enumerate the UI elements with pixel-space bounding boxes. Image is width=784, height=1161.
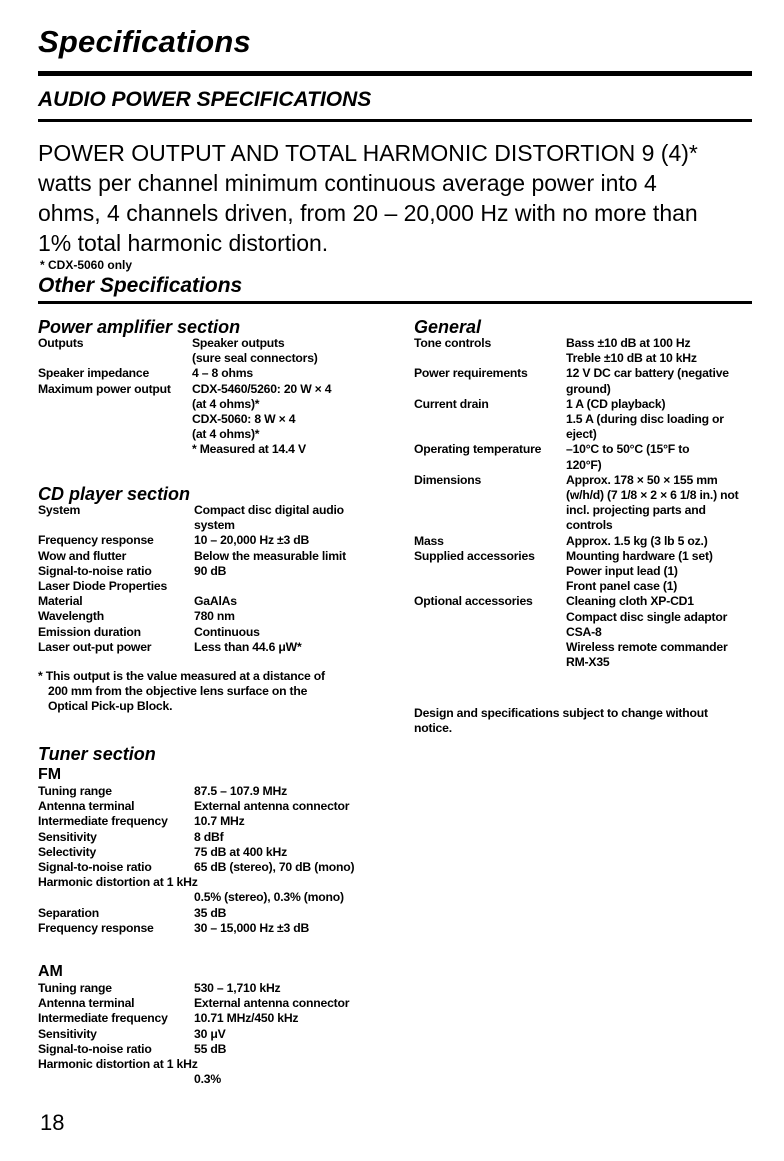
spec-row: [414, 397, 764, 412]
spec-row: [414, 579, 764, 594]
spec-label: Speaker impedance: [38, 366, 150, 381]
spec-row: [38, 1072, 388, 1087]
note-line: * This output is the value measured at a distance of: [38, 669, 325, 683]
spec-value: Treble ±10 dB at 10 kHz: [566, 351, 697, 366]
spec-row: [38, 564, 378, 579]
spec-label: Signal-to-noise ratio: [38, 563, 152, 578]
spec-row: [38, 549, 378, 564]
spec-value: CSA-8: [566, 624, 602, 639]
spec-value: (at 4 ohms)*: [192, 396, 260, 411]
spec-row: [38, 890, 388, 905]
spec-value: 10 – 20,000 Hz ±3 dB: [194, 533, 310, 548]
spec-row: [38, 336, 368, 351]
spec-value: 0.3%: [194, 1072, 221, 1087]
spec-row: [38, 814, 388, 829]
power-amp-heading: Power amplifier section: [38, 317, 241, 337]
notice-line: notice.: [414, 721, 452, 736]
fm-label: FM: [38, 766, 62, 783]
spec-row: [38, 503, 378, 518]
spec-row: [38, 906, 388, 921]
spec-row: [38, 366, 368, 381]
spec-row: [38, 1042, 388, 1057]
spec-value: Approx. 178 × 50 × 155 mm: [566, 472, 718, 487]
spec-row: [414, 625, 764, 640]
spec-value: RM-X35: [566, 655, 610, 670]
spec-row: [414, 382, 764, 397]
spec-value: Bass ±10 dB at 100 Hz: [566, 336, 691, 350]
spec-label: Wavelength: [38, 609, 104, 624]
spec-value: Less than 44.6 μW*: [194, 639, 302, 654]
spec-value: incl. projecting parts and: [566, 503, 706, 518]
spec-label: Laser out-put power: [38, 639, 152, 654]
spec-value: 12 V DC car battery (negative: [566, 366, 729, 381]
spec-label: Frequency response: [38, 533, 154, 548]
spec-row: [38, 397, 368, 412]
spec-row: [38, 351, 368, 366]
spec-label: Tuning range: [38, 981, 112, 995]
spec-row: [414, 351, 764, 366]
audio-power-statement: [38, 138, 758, 258]
spec-row: [414, 336, 764, 351]
spec-value: system: [194, 518, 235, 533]
spec-row: [414, 594, 764, 609]
spec-label: Tuning range: [38, 784, 112, 798]
spec-value: (at 4 ohms)*: [192, 427, 260, 442]
other-rule: [38, 301, 752, 304]
other-specs-heading: Other Specifications: [38, 274, 243, 297]
general-table: [414, 336, 764, 670]
audio-line-4: 1% total harmonic distortion.: [38, 230, 329, 256]
spec-row: [414, 458, 764, 473]
spec-value: GaAlAs: [194, 594, 237, 609]
audio-line-1: POWER OUTPUT AND TOTAL HARMONIC DISTORTION 9 (4)*: [38, 140, 698, 166]
spec-value: 30 – 15,000 Hz ±3 dB: [194, 920, 310, 935]
audio-power-heading: AUDIO POWER SPECIFICATIONS: [38, 88, 372, 111]
spec-label: Tone controls: [414, 336, 492, 350]
audio-line-2: watts per channel minimum continuous average power into 4: [38, 170, 657, 196]
general-heading: General: [414, 317, 482, 337]
spec-value: 530 – 1,710 kHz: [194, 981, 281, 995]
spec-row: [38, 860, 388, 875]
spec-row: [38, 382, 368, 397]
spec-row: [38, 981, 388, 996]
spec-value: 35 dB: [194, 905, 227, 920]
spec-row: [414, 518, 764, 533]
audio-line-3: ohms, 4 channels driven, from 20 – 20,000 Hz with no more than: [38, 200, 698, 226]
spec-row: [38, 830, 388, 845]
spec-label: System: [38, 503, 81, 517]
spec-value: 55 dB: [194, 1041, 227, 1056]
spec-label: Sensitivity: [38, 829, 97, 844]
spec-label: Selectivity: [38, 844, 97, 859]
spec-row: [38, 921, 388, 936]
spec-value: 120°F): [566, 457, 602, 472]
spec-row: [414, 427, 764, 442]
spec-row: [414, 503, 764, 518]
spec-label: Signal-to-noise ratio: [38, 1041, 152, 1056]
spec-row: [38, 427, 368, 442]
spec-row: [38, 412, 368, 427]
spec-row: [38, 533, 378, 548]
spec-label: Supplied accessories: [414, 548, 535, 563]
spec-value: –10°C to 50°C (15°F to: [566, 442, 690, 457]
spec-row: [414, 534, 764, 549]
spec-row: [414, 412, 764, 427]
spec-row: [38, 640, 378, 655]
spec-value: Wireless remote commander: [566, 640, 728, 655]
spec-row: [38, 625, 378, 640]
spec-value: controls: [566, 518, 613, 533]
spec-label: Operating temperature: [414, 442, 542, 457]
spec-row: [38, 1027, 388, 1042]
spec-value: Compact disc digital audio: [194, 503, 344, 517]
spec-value: 90 dB: [194, 563, 227, 578]
spec-row: [38, 518, 378, 533]
spec-value: Speaker outputs: [192, 336, 285, 350]
cd-output-note: [38, 669, 325, 715]
spec-value: (w/h/d) (7 1/8 × 2 × 6 1/8 in.) not: [566, 488, 739, 503]
fm-table: [38, 784, 388, 936]
spec-row: [414, 640, 764, 655]
page-number: 18: [40, 1110, 65, 1135]
spec-value: Below the measurable limit: [194, 548, 346, 563]
title-rule: [38, 71, 752, 76]
spec-value: Cleaning cloth XP-CD1: [566, 594, 694, 609]
am-table: [38, 981, 388, 1087]
spec-value: Front panel case (1): [566, 579, 678, 594]
spec-row: [38, 996, 388, 1011]
spec-label: Harmonic distortion at 1 kHz: [38, 1057, 198, 1072]
spec-value: 65 dB (stereo), 70 dB (mono): [194, 860, 355, 875]
spec-label: Outputs: [38, 336, 84, 350]
spec-label: Dimensions: [414, 472, 482, 487]
spec-label: Frequency response: [38, 920, 154, 935]
spec-value: External antenna connector: [194, 799, 350, 814]
spec-row: [38, 594, 378, 609]
spec-value: 780 nm: [194, 609, 235, 624]
spec-value: 10.7 MHz: [194, 814, 245, 829]
spec-value: CDX-5060: 8 W × 4: [192, 412, 296, 427]
spec-row: [38, 609, 378, 624]
spec-row: [414, 473, 764, 488]
spec-value: ground): [566, 381, 611, 396]
spec-value: External antenna connector: [194, 996, 350, 1011]
spec-row: [414, 366, 764, 381]
spec-label: Intermediate frequency: [38, 1011, 168, 1026]
spec-label: Wow and flutter: [38, 548, 127, 563]
spec-value: 4 – 8 ohms: [192, 366, 253, 381]
spec-value: Mounting hardware (1 set): [566, 548, 713, 563]
spec-label: Antenna terminal: [38, 996, 135, 1011]
note-line: 200 mm from the objective lens surface on the: [48, 684, 308, 699]
spec-label: Optional accessories: [414, 594, 533, 609]
spec-label: Mass: [414, 533, 444, 548]
spec-label: Separation: [38, 905, 99, 920]
spec-label: Harmonic distortion at 1 kHz: [38, 875, 198, 890]
cd-player-heading: CD player section: [38, 484, 191, 504]
spec-label: Intermediate frequency: [38, 814, 168, 829]
spec-row: [414, 655, 764, 670]
spec-label: Antenna terminal: [38, 799, 135, 814]
spec-value: Approx. 1.5 kg (3 lb 5 oz.): [566, 533, 708, 548]
spec-value: Power input lead (1): [566, 564, 678, 579]
spec-value: eject): [566, 427, 597, 442]
spec-label: Maximum power output: [38, 381, 171, 396]
tuner-heading: Tuner section: [38, 744, 156, 764]
spec-value: 10.71 MHz/450 kHz: [194, 1011, 299, 1026]
audio-rule: [38, 119, 752, 122]
spec-row: [38, 1057, 388, 1072]
spec-label: Signal-to-noise ratio: [38, 860, 152, 875]
spec-label: Material: [38, 594, 83, 609]
spec-row: [414, 488, 764, 503]
spec-value: 0.5% (stereo), 0.3% (mono): [194, 890, 344, 905]
spec-label: Power requirements: [414, 366, 528, 381]
page-title: Specifications: [38, 24, 251, 59]
spec-value: 75 dB at 400 kHz: [194, 844, 287, 859]
notice-line: Design and specifications subject to change without: [414, 706, 708, 720]
spec-value: Compact disc single adaptor: [566, 609, 728, 624]
note-line: Optical Pick-up Block.: [48, 699, 173, 714]
spec-row: [414, 442, 764, 457]
spec-value: * Measured at 14.4 V: [192, 442, 306, 457]
spec-label: Sensitivity: [38, 1026, 97, 1041]
spec-label: Laser Diode Properties: [38, 579, 168, 594]
spec-row: [38, 579, 378, 594]
spec-row: [414, 610, 764, 625]
spec-value: 8 dBf: [194, 829, 224, 844]
spec-value: 87.5 – 107.9 MHz: [194, 784, 288, 798]
cd-player-table: [38, 503, 378, 655]
spec-label: Current drain: [414, 396, 489, 411]
spec-value: 1 A (CD playback): [566, 396, 666, 411]
spec-row: [38, 442, 368, 457]
spec-value: CDX-5460/5260: 20 W × 4: [192, 381, 332, 396]
spec-row: [38, 1011, 388, 1026]
design-notice: [414, 706, 708, 736]
spec-row: [38, 845, 388, 860]
spec-label: Emission duration: [38, 624, 141, 639]
spec-value: 1.5 A (during disc loading or: [566, 412, 724, 427]
spec-row: [414, 564, 764, 579]
spec-row: [414, 549, 764, 564]
am-label: AM: [38, 963, 63, 980]
power-amp-table: [38, 336, 368, 458]
spec-row: [38, 799, 388, 814]
spec-value: (sure seal connectors): [192, 351, 318, 366]
audio-footnote: * CDX-5060 only: [40, 258, 133, 272]
spec-row: [38, 875, 388, 890]
spec-value: 30 μV: [194, 1026, 226, 1041]
spec-value: Continuous: [194, 624, 260, 639]
spec-row: [38, 784, 388, 799]
